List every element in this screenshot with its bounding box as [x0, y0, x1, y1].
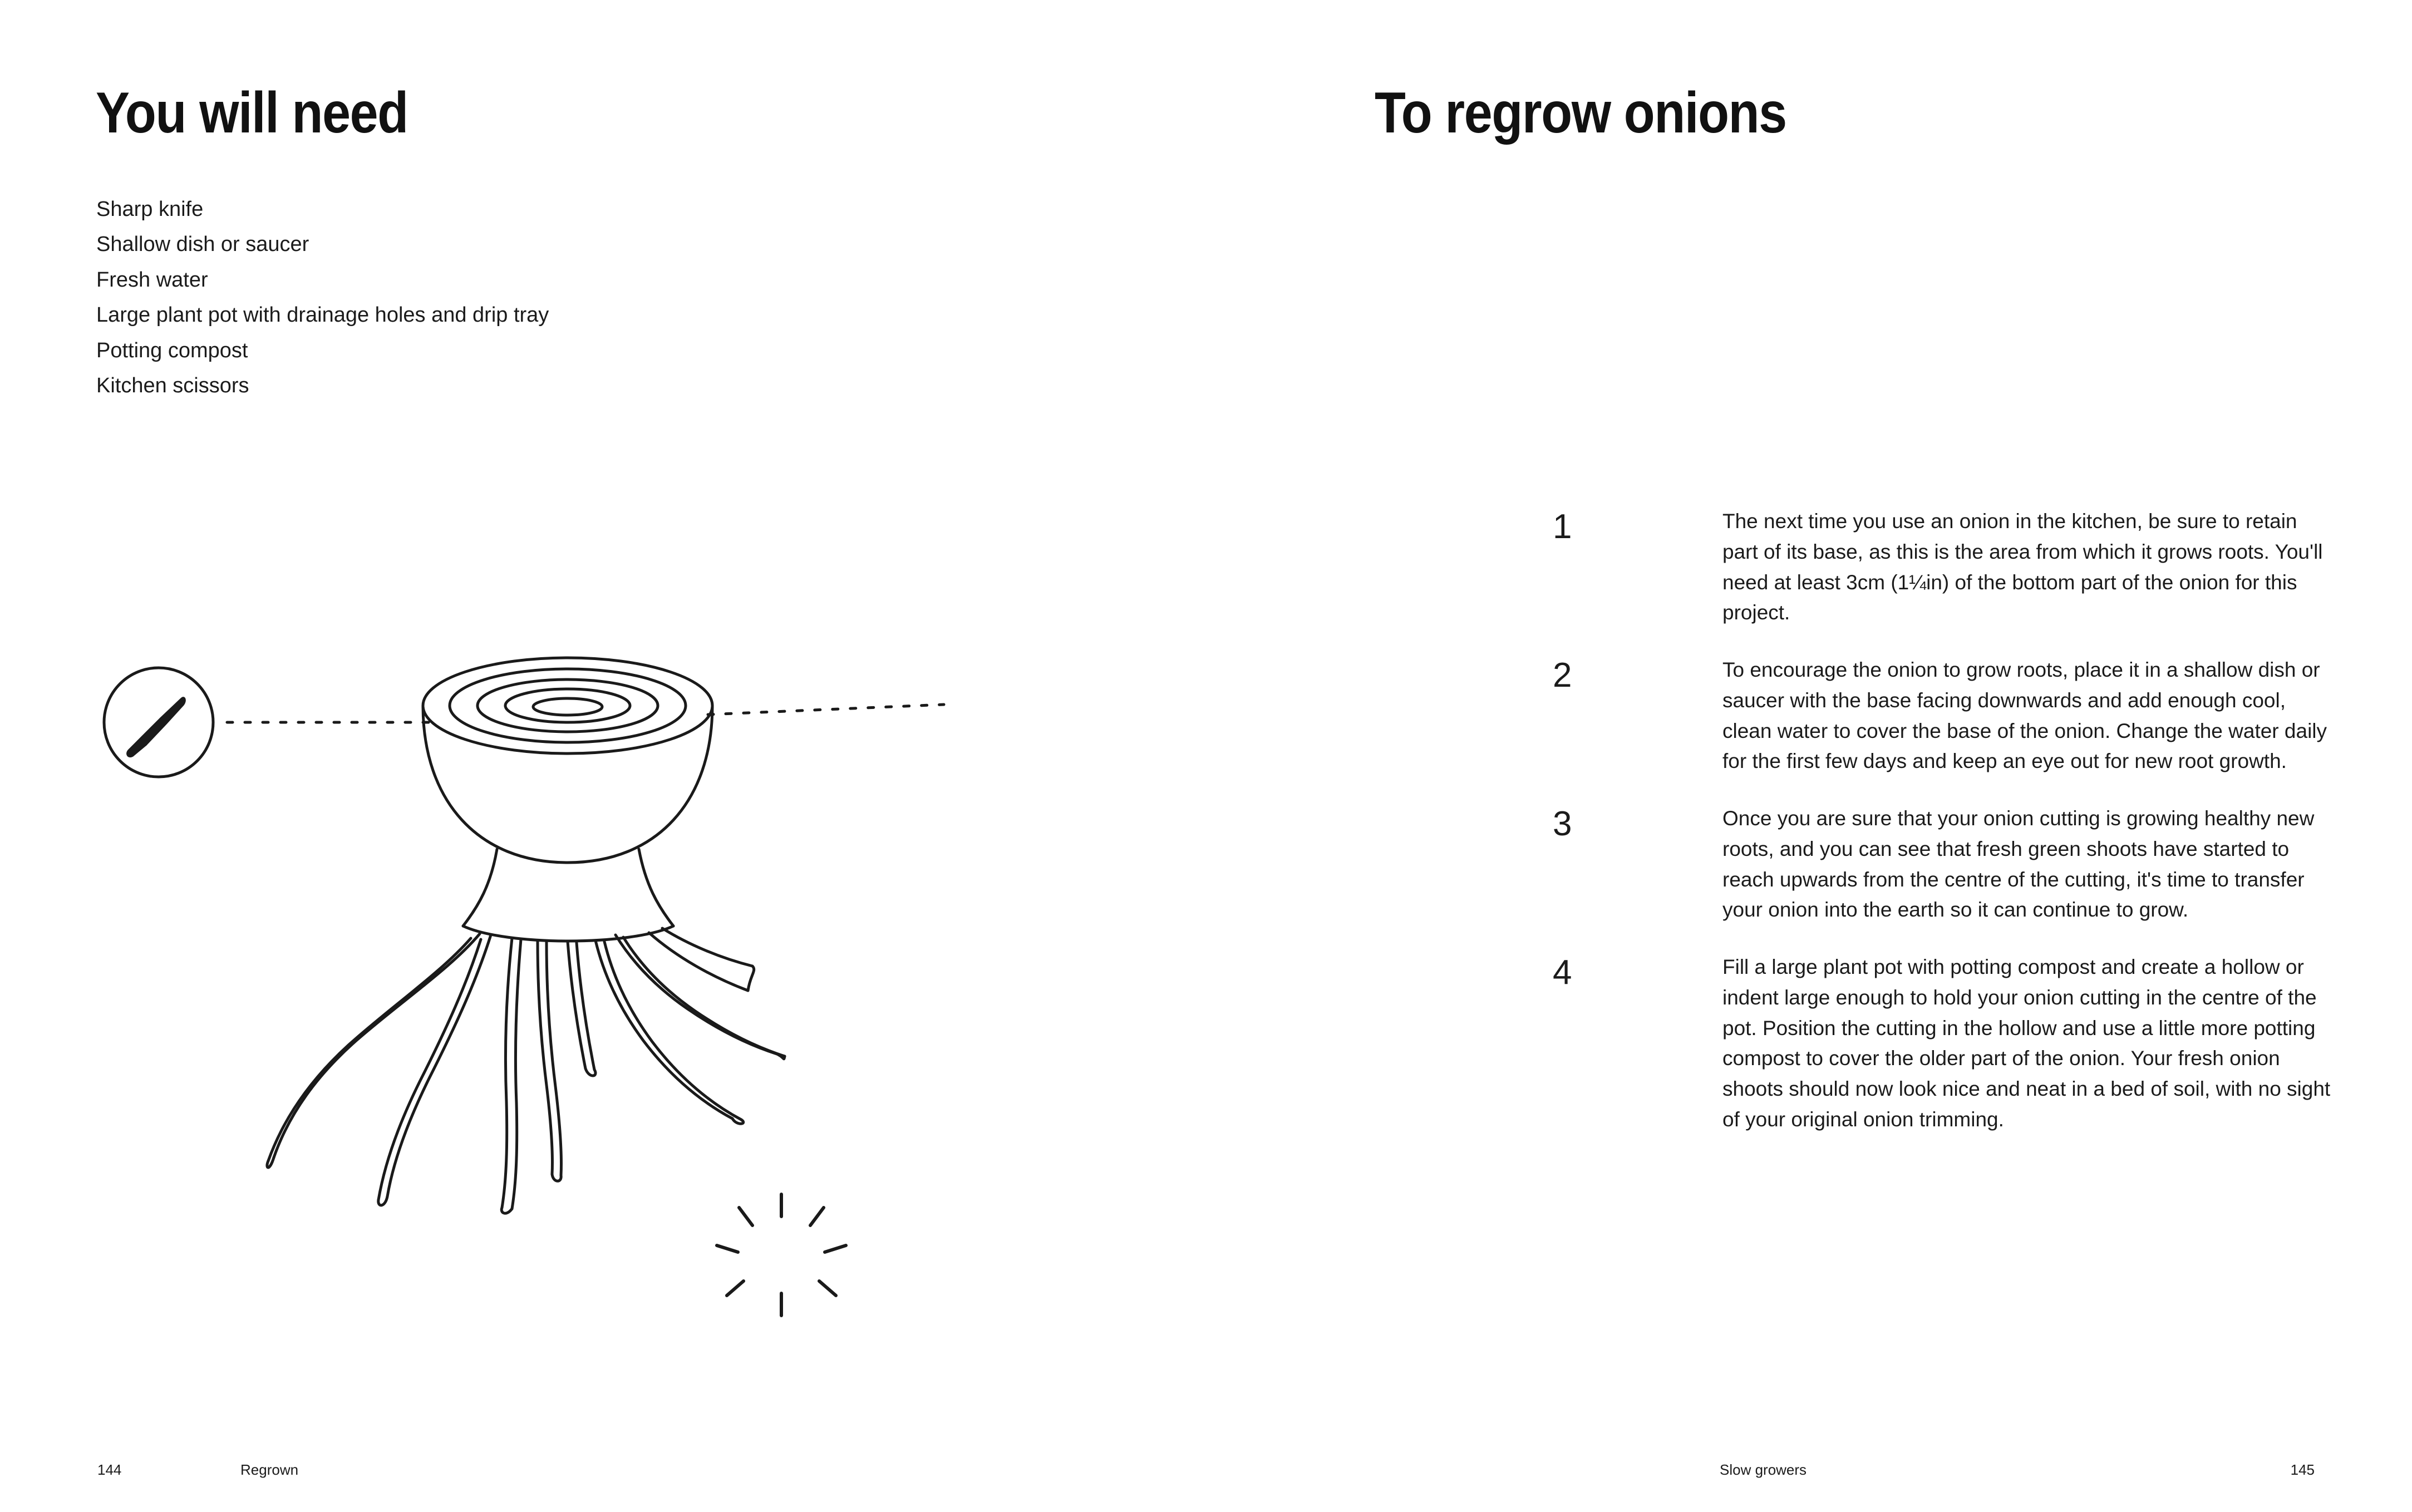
step-item [1553, 952, 2332, 1135]
list-item: Fresh water [96, 268, 208, 292]
step-text: Once you are sure that your onion cutting is growing healthy new roots, and you can see that fresh green shoots have started to reach upwards from the centre of the cutting, it's time to transfer your onion into the earth so it can continue to grow. [1722, 807, 2315, 922]
list-item: Shallow dish or saucer [96, 233, 309, 257]
materials-list [96, 192, 549, 404]
running-head-left: Regrown [240, 1461, 299, 1478]
step-text: The next time you use an onion in the kitchen, be sure to retain part of its base, as this is the area from which it grows roots. You'll need at least 3cm (1¼in) of the bottom part of the onion for this project. [1722, 510, 2323, 624]
list-item: Kitchen scissors [96, 374, 249, 398]
page-folio-right: 145 [2290, 1461, 2315, 1478]
leader-line-right [708, 705, 944, 715]
step-number: 3 [1553, 805, 1572, 843]
step-number: 2 [1553, 656, 1572, 695]
step-item [1553, 804, 2332, 925]
onion-illustration [67, 601, 1180, 1408]
list-item: Potting compost [96, 338, 248, 362]
page-folio-left: 144 [97, 1461, 122, 1478]
running-head-right: Slow growers [1720, 1461, 1807, 1478]
onion-bulb [423, 658, 712, 941]
step-text: To encourage the onion to grow roots, place it in a shallow dish or saucer with the base facing downwards and add enough cool, clean water to cover the base of the onion. Change the water daily for the first few days and keep an eye out for new root growth. [1722, 658, 2327, 773]
steps-list [1553, 506, 2332, 1162]
step-number: 1 [1553, 508, 1572, 546]
onion-roots [267, 928, 785, 1213]
page-title-to-regrow-onions: To regrow onions [1375, 81, 1786, 145]
page-title-you-will-need: You will need [96, 81, 408, 145]
step-item [1553, 506, 2332, 628]
step-text: Fill a large plant pot with potting compost and create a hollow or indent large enough to hold your onion cutting in the centre of the pot. Position the cutting in the hollow and use a little more potting compost to cover the older part of the onion. Your fresh onion shoots should now look nice and neat in a bed of soil, with no sight of your original onion trimming. [1722, 956, 2331, 1131]
sparkle-burst-icon [717, 1194, 846, 1316]
list-item: Sharp knife [96, 198, 204, 221]
list-item: Large plant pot with drainage holes and drip tray [96, 303, 549, 327]
step-item [1553, 655, 2332, 777]
step-number: 4 [1553, 953, 1572, 992]
onion-illustration-svg [67, 601, 1180, 1408]
knife-icon [127, 698, 185, 756]
